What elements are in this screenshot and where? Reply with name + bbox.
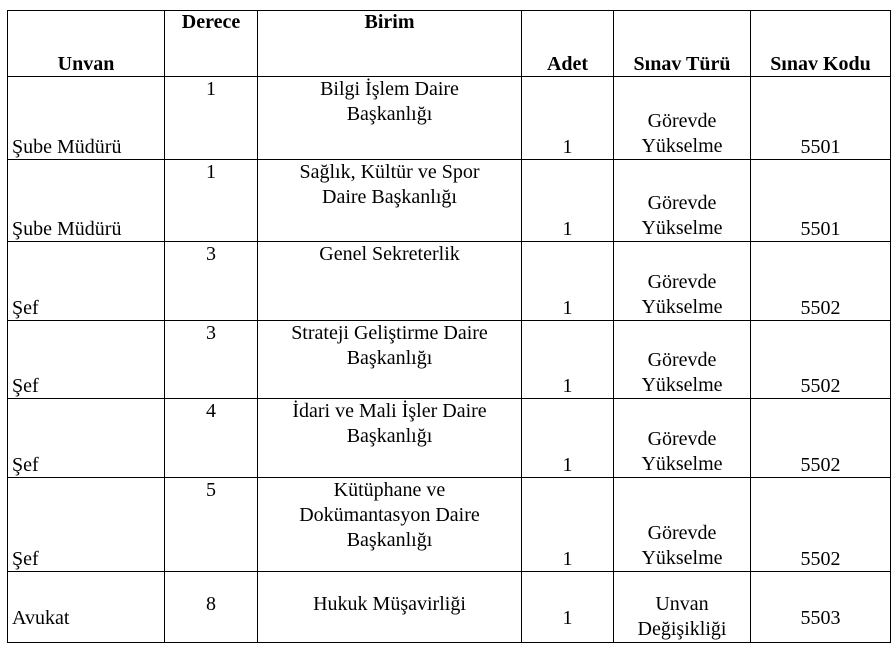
positions-table	[7, 10, 891, 643]
cell-birim	[258, 572, 522, 643]
cell-unvan: Avukat	[8, 572, 165, 643]
cell-birim-line: Başkanlığı	[346, 529, 433, 551]
cell-birim-line: Başkanlığı	[346, 347, 433, 369]
cell-birim-line: Bilgi İşlem Daire	[320, 78, 459, 100]
cell-derece: 1	[165, 77, 258, 160]
cell-birim-line: Başkanlığı	[346, 425, 433, 447]
header-adet: Adet	[522, 11, 614, 77]
cell-sinav-turu	[614, 478, 751, 572]
cell-birim	[258, 242, 522, 321]
cell-derece: 4	[165, 399, 258, 478]
cell-sinav-turu-line: Yükselme	[641, 374, 723, 396]
table-row	[8, 572, 891, 643]
cell-sinav-kodu: 5501	[751, 77, 891, 160]
cell-derece: 3	[165, 242, 258, 321]
cell-birim-line: Başkanlığı	[346, 103, 433, 125]
cell-sinav-turu-line: Unvan	[655, 593, 709, 615]
cell-sinav-turu-line: Yükselme	[641, 453, 723, 475]
cell-sinav-turu	[614, 572, 751, 643]
header-derece: Derece	[165, 11, 258, 77]
cell-unvan: Şef	[8, 242, 165, 321]
table-row	[8, 160, 891, 242]
cell-sinav-kodu: 5502	[751, 478, 891, 572]
cell-adet: 1	[522, 160, 614, 242]
cell-sinav-turu-line: Yükselme	[641, 135, 723, 157]
cell-derece: 3	[165, 321, 258, 399]
cell-birim	[258, 77, 522, 160]
cell-birim-line: Hukuk Müşavirliği	[313, 593, 466, 615]
cell-birim-line: Sağlık, Kültür ve Spor	[299, 161, 480, 183]
table-row	[8, 399, 891, 478]
cell-birim-line: Daire Başkanlığı	[322, 186, 457, 208]
header-sinav-kodu: Sınav Kodu	[751, 11, 891, 77]
cell-derece: 8	[165, 572, 258, 643]
cell-unvan: Şef	[8, 321, 165, 399]
header-sinav-turu: Sınav Türü	[614, 11, 751, 77]
cell-sinav-kodu: 5501	[751, 160, 891, 242]
cell-sinav-turu-line: Görevde	[647, 192, 717, 214]
cell-birim	[258, 478, 522, 572]
cell-unvan: Şef	[8, 478, 165, 572]
cell-sinav-turu-line: Görevde	[647, 349, 717, 371]
cell-derece: 5	[165, 478, 258, 572]
header-birim: Birim	[258, 11, 522, 77]
cell-birim-line: Genel Sekreterlik	[319, 243, 460, 265]
header-unvan: Unvan	[8, 11, 165, 77]
cell-sinav-turu-line: Yükselme	[641, 217, 723, 239]
cell-adet: 1	[522, 478, 614, 572]
cell-adet: 1	[522, 399, 614, 478]
cell-sinav-kodu: 5503	[751, 572, 891, 643]
cell-adet: 1	[522, 242, 614, 321]
cell-birim-line: İdari ve Mali İşler Daire	[292, 400, 487, 422]
cell-sinav-turu	[614, 242, 751, 321]
cell-birim	[258, 160, 522, 242]
cell-derece: 1	[165, 160, 258, 242]
cell-birim-line: Strateji Geliştirme Daire	[291, 322, 488, 344]
cell-sinav-turu-line: Yükselme	[641, 296, 723, 318]
cell-unvan: Şef	[8, 399, 165, 478]
cell-unvan: Şube Müdürü	[8, 77, 165, 160]
cell-birim-line: Kütüphane ve	[333, 479, 446, 501]
table-row	[8, 321, 891, 399]
cell-sinav-turu-line: Görevde	[647, 522, 717, 544]
cell-sinav-turu	[614, 77, 751, 160]
cell-adet: 1	[522, 572, 614, 643]
cell-sinav-turu-line: Yükselme	[641, 547, 723, 569]
table-body	[8, 77, 891, 643]
cell-sinav-turu-line: Görevde	[647, 428, 717, 450]
cell-sinav-turu	[614, 321, 751, 399]
cell-sinav-kodu: 5502	[751, 321, 891, 399]
cell-adet: 1	[522, 321, 614, 399]
cell-unvan: Şube Müdürü	[8, 160, 165, 242]
cell-birim-line: Dokümantasyon Daire	[299, 504, 480, 526]
table-header-row	[8, 11, 891, 77]
cell-adet: 1	[522, 77, 614, 160]
cell-sinav-turu-line: Görevde	[647, 271, 717, 293]
cell-sinav-turu	[614, 160, 751, 242]
table-row	[8, 478, 891, 572]
table-row	[8, 77, 891, 160]
cell-birim	[258, 321, 522, 399]
cell-birim	[258, 399, 522, 478]
cell-sinav-turu	[614, 399, 751, 478]
cell-sinav-turu-line: Değişikliği	[637, 618, 727, 640]
cell-sinav-kodu: 5502	[751, 242, 891, 321]
table-row	[8, 242, 891, 321]
cell-sinav-kodu: 5502	[751, 399, 891, 478]
cell-sinav-turu-line: Görevde	[647, 110, 717, 132]
